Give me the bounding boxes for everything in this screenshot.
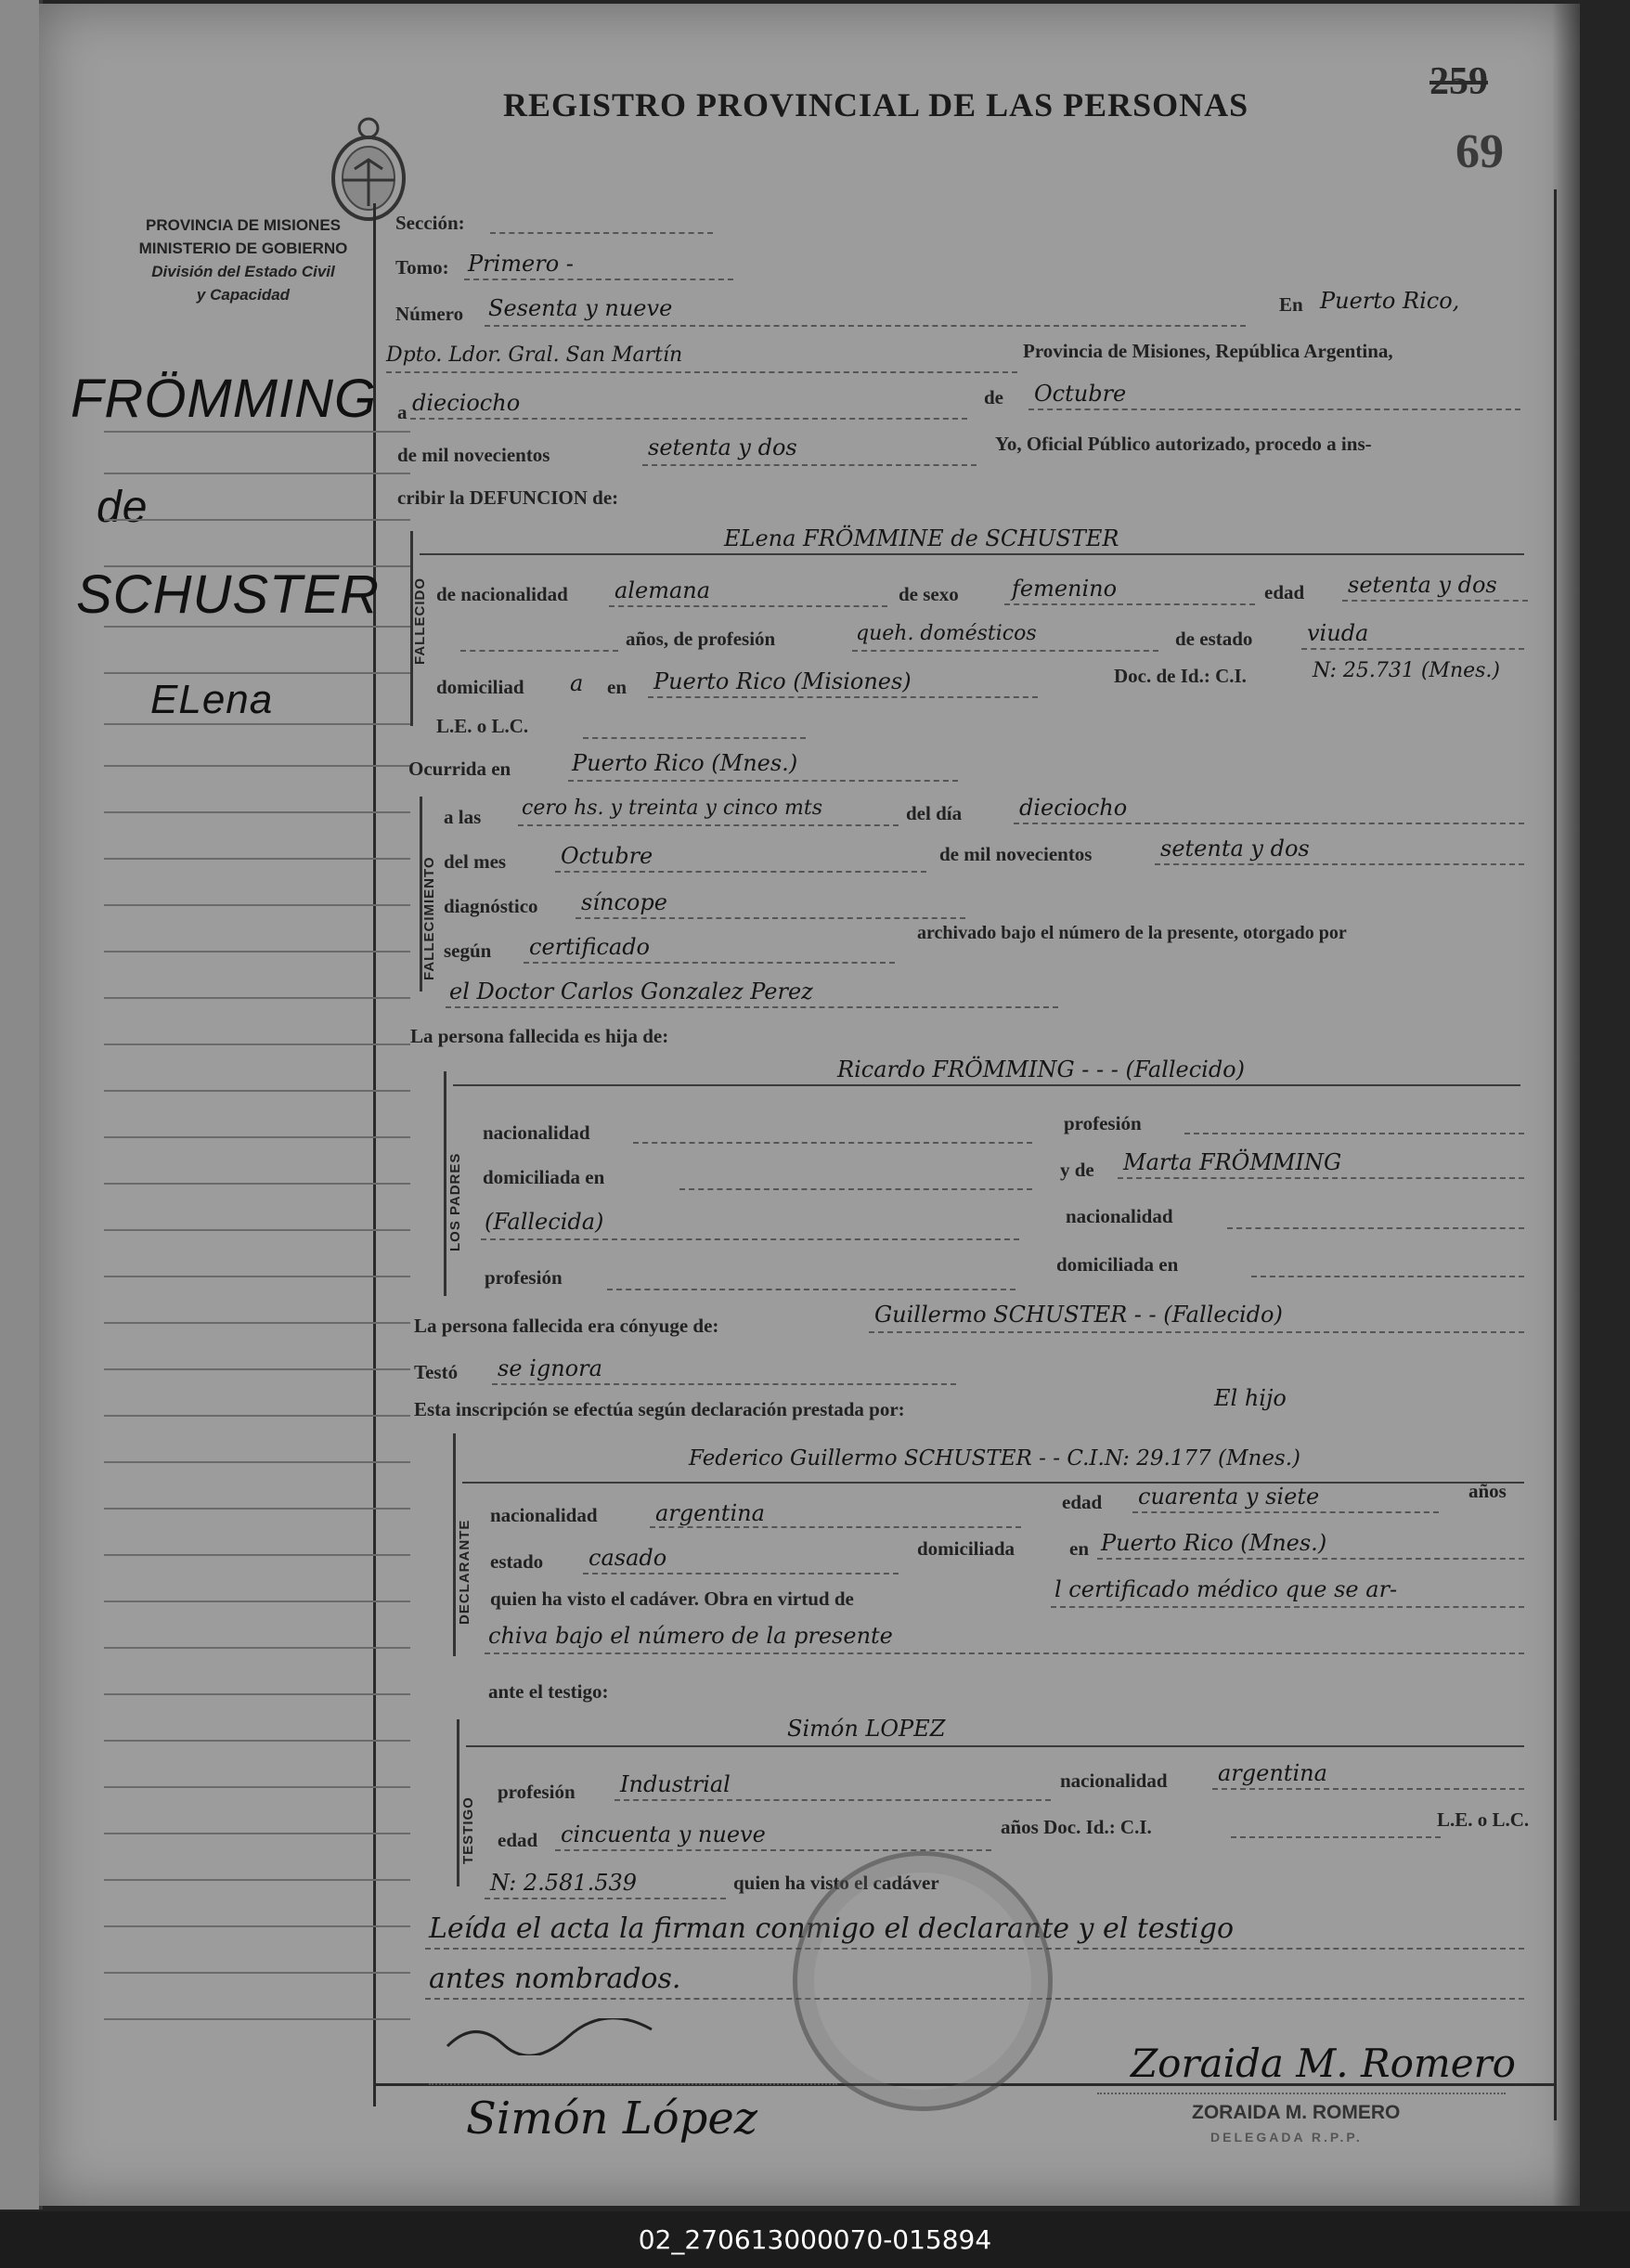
official-signature: Zoraida M. Romero xyxy=(1131,2041,1516,2086)
fallecido-name: ELena FRÖMMINE de SCHUSTER xyxy=(724,525,1119,551)
profesion-value: queh. domésticos xyxy=(856,622,1037,645)
y-de-label: y de xyxy=(1060,1159,1094,1181)
hora-value: cero hs. y treinta y cinco mts xyxy=(522,797,822,820)
old-folio-number: 259 xyxy=(1429,60,1488,103)
declarante-signature-icon xyxy=(438,2018,791,2046)
conyuge-label: La persona fallecida era cónyuge de: xyxy=(414,1315,719,1337)
testigo-nacionalidad-label: nacionalidad xyxy=(1060,1769,1168,1792)
declarante-domicilio-line xyxy=(1097,1558,1524,1560)
declarante-side-label: DECLARANTE xyxy=(457,1519,472,1625)
doc-label: Doc. de Id.: C.I. xyxy=(1114,665,1247,687)
le-line xyxy=(583,737,806,739)
ocurrida-label: Ocurrida en xyxy=(408,758,511,780)
conyuge-line xyxy=(869,1331,1524,1333)
margin-given-name: ELena xyxy=(150,677,274,722)
edad-line xyxy=(1342,600,1528,602)
official-name: ZORAIDA M. ROMERO xyxy=(1192,2102,1401,2123)
provincia-text: Provincia de Misiones, República Argentina, xyxy=(1023,340,1393,362)
declarante-estado-label: estado xyxy=(490,1550,544,1573)
doctor-value: el Doctor Carlos Gonzalez Perez xyxy=(449,978,813,1004)
ocurrida-line xyxy=(568,780,958,782)
segun-value: certificado xyxy=(529,934,651,960)
folio-number: 69 xyxy=(1455,125,1504,178)
testo-label: Testó xyxy=(414,1361,459,1383)
authority-province: PROVINCIA DE MISIONES xyxy=(145,216,341,234)
testigo-nacionalidad-value: argentina xyxy=(1218,1760,1327,1786)
seccion-line xyxy=(490,232,713,234)
archivado-text: archivado bajo el número de la presente, otorgado por xyxy=(917,923,1347,943)
nacionalidad-value: alemana xyxy=(614,577,711,603)
testigo-edad-value: cincuenta y nueve xyxy=(561,1821,766,1847)
testigo-intro: ante el testigo: xyxy=(488,1680,609,1703)
estado-line xyxy=(1301,648,1524,650)
declaracion-label: Esta inscripción se efectúa según declaración prestada por: xyxy=(414,1398,905,1420)
profesion-line xyxy=(852,650,1158,652)
anios-label: años, de profesión xyxy=(626,628,776,650)
sexo-label: de sexo xyxy=(899,583,959,605)
nacionalidad-label: de nacionalidad xyxy=(436,583,568,605)
fallec-anio-value: setenta y dos xyxy=(1160,836,1310,862)
padres-bracket xyxy=(444,1071,446,1296)
anio-line xyxy=(642,464,977,466)
padre-domicilio-label: domiciliada en xyxy=(483,1166,605,1188)
official-seal xyxy=(793,1851,1053,2111)
madre-domicilio-line xyxy=(1251,1276,1524,1277)
declarante-edad-label: edad xyxy=(1062,1491,1103,1513)
fallec-mil-label: de mil novecientos xyxy=(939,843,1093,865)
declarante-nacionalidad-line xyxy=(650,1526,1021,1528)
testo-value: se ignora xyxy=(498,1355,602,1381)
scan-identifier: 02_270613000070-015894 xyxy=(0,2211,1630,2268)
conyuge-value: Guillermo SCHUSTER - - (Fallecido) xyxy=(874,1302,1283,1328)
testigo-profesion-line xyxy=(614,1799,1051,1801)
madre-estado: (Fallecida) xyxy=(485,1209,604,1235)
seccion-label: Sección: xyxy=(395,212,465,234)
margin-surname: FRÖMMING xyxy=(71,369,378,429)
testigo-edad-label: edad xyxy=(498,1829,538,1851)
fallecido-side-label: FALLECIDO xyxy=(412,577,428,665)
padre-name: Ricardo FRÖMMING - - - (Fallecido) xyxy=(837,1056,1245,1082)
testigo-profesion-label: profesión xyxy=(498,1781,576,1803)
departamento-line xyxy=(386,371,1017,373)
declarante-visto-text: quien ha visto el cadáver. Obra en virtud de xyxy=(490,1588,854,1610)
numero-value: Sesenta y nueve xyxy=(488,295,673,321)
fallecido-name-line xyxy=(420,553,1524,555)
del-dia-label: del día xyxy=(906,802,963,824)
declarante-signature-line xyxy=(429,2083,837,2085)
official-signature-line xyxy=(1097,2093,1506,2094)
del-dia-value: dieciocho xyxy=(1019,795,1128,821)
del-mes-line xyxy=(555,871,926,873)
padres-intro: La persona fallecida es hija de: xyxy=(410,1025,669,1047)
departamento-value: Dpto. Ldor. Gral. San Martín xyxy=(386,343,683,367)
padre-domicilio-line xyxy=(679,1188,1032,1190)
padre-nacionalidad-label: nacionalidad xyxy=(483,1121,590,1144)
testigo-doc-line xyxy=(485,1898,726,1899)
closing-line-2: antes nombrados. xyxy=(429,1963,681,1995)
dia-value: dieciocho xyxy=(412,390,521,416)
padre-profesion-label: profesión xyxy=(1064,1112,1142,1134)
ocurrida-value: Puerto Rico (Mnes.) xyxy=(572,750,798,776)
official-title: DELEGADA R.P.P. xyxy=(1210,2130,1363,2145)
testigo-name: Simón LOPEZ xyxy=(787,1716,946,1742)
domicilio-value: Puerto Rico (Misiones) xyxy=(653,668,912,694)
testigo-anios-label: años Doc. Id.: C.I. xyxy=(1001,1816,1152,1838)
dia-line xyxy=(410,418,967,420)
padre-profesion-line xyxy=(1184,1133,1524,1134)
declarante-anios-label: años xyxy=(1468,1480,1507,1502)
margin-married-surname: SCHUSTER xyxy=(76,564,381,625)
madre-name-line xyxy=(1118,1177,1524,1179)
doc-value: N: 25.731 (Mnes.) xyxy=(1313,659,1501,682)
mes-value: Octubre xyxy=(1034,381,1127,407)
declarante-name: Federico Guillermo SCHUSTER - - C.I.N: 29.177 (Mnes.) xyxy=(689,1446,1301,1471)
estado-label: de estado xyxy=(1175,628,1253,650)
testigo-nacionalidad-line xyxy=(1212,1788,1524,1790)
coat-of-arms-icon xyxy=(317,115,466,217)
sexo-value: femenino xyxy=(1012,576,1118,602)
en-label: En xyxy=(1279,293,1303,316)
tomo-line xyxy=(464,279,733,280)
alas-label: a las xyxy=(444,806,482,828)
edad-value: setenta y dos xyxy=(1348,572,1497,598)
declarante-obra-value: l certificado médico que se ar- xyxy=(1054,1576,1398,1602)
declaracion-value: El hijo xyxy=(1214,1385,1287,1411)
de-label: de xyxy=(984,386,1003,408)
sexo-line xyxy=(1004,603,1255,605)
tomo-label: Tomo: xyxy=(395,256,449,279)
tomo-value: Primero - xyxy=(468,251,574,277)
authority-capacity: y Capacidad xyxy=(196,286,291,304)
issuing-authority xyxy=(95,214,392,306)
right-border xyxy=(1554,189,1557,2120)
declarante-estado-line xyxy=(583,1573,899,1575)
testigo-signature: Simón López xyxy=(466,2093,758,2145)
estado-value: viuda xyxy=(1307,620,1369,646)
testigo-side-label: TESTIGO xyxy=(460,1796,476,1864)
domicilio-line xyxy=(648,696,1038,698)
declarante-en-label: en xyxy=(1069,1537,1089,1560)
numero-label: Número xyxy=(395,303,464,325)
diagnostico-label: diagnóstico xyxy=(444,895,538,917)
declarante-nacionalidad-label: nacionalidad xyxy=(490,1504,598,1526)
testigo-le-label: L.E. o L.C. xyxy=(1437,1808,1530,1831)
cribir-text: cribir la DEFUNCION de: xyxy=(397,486,619,509)
en-value: Puerto Rico, xyxy=(1320,288,1460,314)
mil-label: de mil novecientos xyxy=(397,444,550,466)
madre-profesion-line xyxy=(607,1289,1016,1290)
del-mes-value: Octubre xyxy=(561,843,653,869)
authority-ministry: MINISTERIO DE GOBIERNO xyxy=(138,240,348,257)
declarante-domicilio-value: Puerto Rico (Mnes.) xyxy=(1101,1530,1327,1556)
nacionalidad-line xyxy=(609,605,887,607)
testigo-doc-value: N: 2.581.539 xyxy=(490,1870,638,1896)
padre-nacionalidad-line xyxy=(633,1142,1032,1144)
declarante-domicilio-label: domiciliada xyxy=(917,1537,1016,1560)
madre-nacionalidad-line xyxy=(1227,1227,1524,1229)
a-label: a xyxy=(397,401,408,423)
anio-value: setenta y dos xyxy=(648,434,797,460)
padres-side-label: LOS PADRES xyxy=(447,1152,463,1251)
declarante-edad-line xyxy=(1132,1511,1439,1513)
declarante-obra-value2: chiva bajo el número de la presente xyxy=(488,1623,893,1649)
testigo-visto-text: quien ha visto el cadáver xyxy=(733,1872,939,1894)
fallecimiento-side-label: FALLECIMIENTO xyxy=(421,856,437,980)
margin-divider xyxy=(373,203,376,2106)
le-label: L.E. o L.C. xyxy=(436,715,529,737)
edad-cont-line xyxy=(460,650,618,652)
testo-line xyxy=(492,1383,956,1385)
edad-label: edad xyxy=(1264,581,1305,603)
testigo-ci-line xyxy=(1231,1836,1441,1838)
declarante-name-line xyxy=(462,1482,1524,1484)
page-title: REGISTRO PROVINCIAL DE LAS PERSONAS xyxy=(503,86,1249,123)
del-dia-line xyxy=(1014,823,1524,824)
adjacent-page-edge xyxy=(0,0,43,2210)
fallec-anio-line xyxy=(1155,863,1524,865)
hora-line xyxy=(518,824,899,826)
segun-label: según xyxy=(444,940,492,962)
oficial-text: Yo, Oficial Público autorizado, procedo a ins- xyxy=(995,433,1372,455)
declarante-bracket xyxy=(453,1433,456,1656)
domicilio-label: domiciliad xyxy=(436,676,524,698)
declarante-edad-value: cuarenta y siete xyxy=(1138,1484,1320,1510)
madre-profesion-label: profesión xyxy=(485,1266,563,1289)
del-mes-label: del mes xyxy=(444,850,507,873)
mes-line xyxy=(1028,408,1520,410)
declarante-obra-line xyxy=(1051,1606,1524,1608)
testigo-bracket xyxy=(457,1719,459,1886)
doctor-line xyxy=(446,1006,1058,1008)
madre-name: Marta FRÖMMING xyxy=(1123,1149,1342,1175)
testigo-profesion-value: Industrial xyxy=(620,1771,731,1797)
closing-line-1: Leída el acta la firman conmigo el declarante y el testigo xyxy=(429,1912,1235,1945)
declarante-nacionalidad-value: argentina xyxy=(655,1500,765,1526)
authority-division: División del Estado Civil xyxy=(151,263,335,280)
madre-domicilio-label: domiciliada en xyxy=(1056,1253,1179,1276)
numero-line xyxy=(485,325,1246,327)
declarante-obra-line2 xyxy=(485,1652,1524,1654)
margin-de: de xyxy=(97,483,149,532)
testigo-name-line xyxy=(466,1745,1524,1747)
segun-line xyxy=(524,962,895,964)
domicilio-en-label: en xyxy=(607,676,627,698)
domicilio-suffix: a xyxy=(570,670,584,696)
diagnostico-line xyxy=(576,917,965,919)
diagnostico-value: síncope xyxy=(581,889,667,915)
padre-name-line xyxy=(453,1084,1520,1086)
madre-nacionalidad-label: nacionalidad xyxy=(1066,1205,1173,1227)
madre-estado-line xyxy=(481,1238,1019,1240)
declarante-estado-value: casado xyxy=(589,1545,667,1571)
death-record-sheet xyxy=(39,4,1580,2206)
